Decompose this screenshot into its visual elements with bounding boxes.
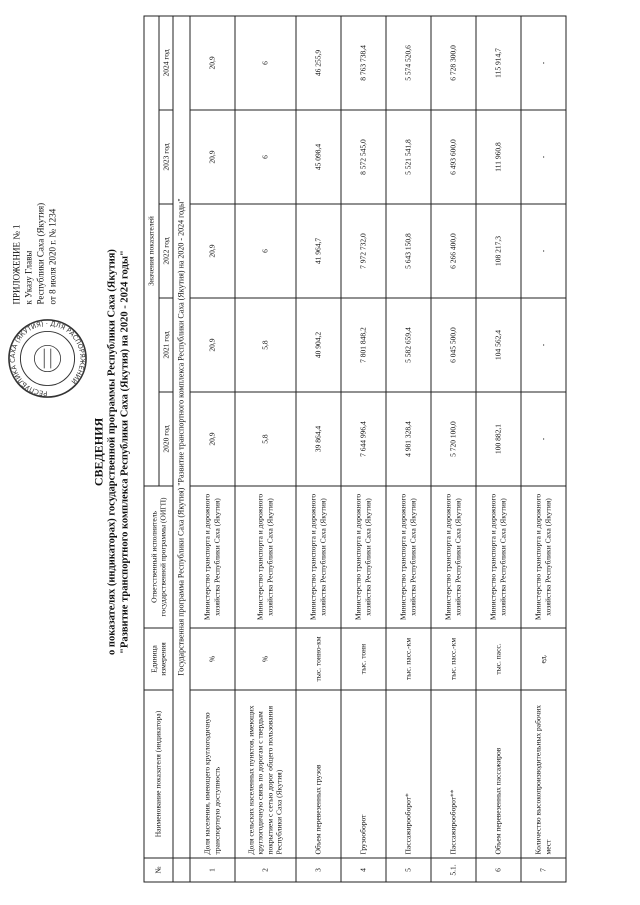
value-cell: 7 801 848,2 [341,298,386,392]
value-cell: 6 266 400,0 [431,204,476,298]
value-cell: 111 960,8 [476,110,521,204]
table-row [235,16,296,882]
value-cell: 6 045 500,0 [431,298,476,392]
value-cell: 20,9 [190,16,235,110]
value-cell: 5 574 520,6 [386,16,431,110]
unit-cell: тыс. тонно-км [296,628,341,690]
header-name: Наименование показателя (индикатора) [144,690,173,858]
unit-cell: тыс. тонн [341,628,386,690]
indicators-table [144,15,567,882]
value-cell: 5 720 100,0 [431,392,476,486]
program-title-cell: Государственная программа Республики Саха (Якутия) "Развитие транспортного комплекса Республики Саха (Якутия) на 2020 - 2024 годы" [173,16,190,858]
value-cell: 6 493 600,0 [431,110,476,204]
table-row [190,16,235,882]
table-row [386,16,431,882]
row-number: 7 [521,858,566,882]
value-cell: - [521,392,566,486]
value-cell: - [521,16,566,110]
value-cell: 46 255,9 [296,16,341,110]
header-year: 2021 год [159,298,174,392]
value-cell: 6 [235,16,296,110]
value-cell: 100 882,1 [476,392,521,486]
value-cell: 6 [235,204,296,298]
value-cell: 8 763 738,4 [341,16,386,110]
executor-cell: Министерство транспорта и дорожного хозяйства Республики Саха (Якутия) [341,486,386,628]
executor-cell: Министерство транспорта и дорожного хозяйства Республики Саха (Якутия) [190,486,235,628]
header-year: 2024 год [159,16,174,110]
value-cell: 5,8 [235,298,296,392]
indicator-name: Доля населения, имеющего круглогодичную транспортную доступность [190,690,235,858]
indicator-name: Объем перевезенных грузов [296,690,341,858]
unit-cell: тыс. пасс.-км [431,628,476,690]
table-row [431,16,476,882]
header-year: 2022 год [159,204,174,298]
row-number: 4 [341,858,386,882]
value-cell: 5 521 541,8 [386,110,431,204]
executor-cell: Министерство транспорта и дорожного хозяйства Республики Саха (Якутия) [296,486,341,628]
value-cell: 7 644 996,4 [341,392,386,486]
seal-text: РЕСПУБЛИКА САХА (ЯКУТИЯ) · ДЛЯ РАСПОРЯЖЕНИЙ [8,319,87,398]
unit-cell: % [190,628,235,690]
header-unit: Единица измерения [144,628,173,690]
row-number: 5.1. [431,858,476,882]
value-cell: 104 562,4 [476,298,521,392]
unit-cell: тыс. пасс. [476,628,521,690]
value-cell: 20,9 [190,392,235,486]
executor-cell: Министерство транспорта и дорожного хозяйства Республики Саха (Якутия) [521,486,566,628]
value-cell: - [521,204,566,298]
title-line-2: о показателях (индикаторах) государственной программы Республики Саха (Якутия) [106,249,118,655]
value-cell: 20,9 [190,110,235,204]
program-row [173,16,190,882]
value-cell: 20,9 [190,298,235,392]
value-cell: - [521,110,566,204]
row-number: 5 [386,858,431,882]
value-cell: 5 582 659,4 [386,298,431,392]
indicator-name: Объем перевезенных пассажиров [476,690,521,858]
appendix-line: Республики Саха (Якутия) [35,202,46,305]
row-number: 6 [476,858,521,882]
header-num: № [144,858,173,882]
value-cell: 45 098,4 [296,110,341,204]
row-number: 2 [235,858,296,882]
value-cell: - [521,298,566,392]
document-title [93,10,132,895]
row-number: 1 [190,858,235,882]
value-cell: 4 981 328,4 [386,392,431,486]
value-cell: 41 964,7 [296,204,341,298]
unit-cell: % [235,628,296,690]
table-row [521,16,566,882]
unit-cell: тыс. пасс.-км [386,628,431,690]
header-executor: Ответственный исполнитель государственной программы (ОИГП) [144,486,173,628]
program-cell-empty [173,858,190,882]
header-year: 2023 год [159,110,174,204]
executor-cell: Министерство транспорта и дорожного хозяйства Республики Саха (Якутия) [235,486,296,628]
header-values-group: Значения показателей [144,16,159,486]
appendix-block [11,5,59,305]
table-row [341,16,386,882]
title-line-3: "Развитие транспортного комплекса Республики Саха (Якутия) на 2020 - 2024 годы" [119,250,131,654]
indicator-name: Количество высокопроизводительных рабочих мест [521,690,566,858]
executor-cell: Министерство транспорта и дорожного хозяйства Республики Саха (Якутия) [431,486,476,628]
value-cell: 40 904,2 [296,298,341,392]
appendix-line: от 8 июля 2020 г. № 1234 [47,208,58,305]
header-year: 2020 год [159,392,174,486]
value-cell: 7 972 732,0 [341,204,386,298]
indicator-name: Пассажирооборот** [431,690,476,858]
unit-cell: ед. [521,628,566,690]
appendix-line: ПРИЛОЖЕНИЕ № 1 [11,224,22,305]
appendix-line: к Указу Главы [23,250,34,305]
row-number: 3 [296,858,341,882]
value-cell: 8 572 545,0 [341,110,386,204]
value-cell: 6 [235,110,296,204]
rotated-content [1,0,640,905]
executor-cell: Министерство транспорта и дорожного хозяйства Республики Саха (Якутия) [476,486,521,628]
indicator-name: Доля сельских населенных пунктов, имеющих круглогодичную связь по дорогам с твердым покрытием с сетью дорог общего пользования Республики Саха (Якутия) [235,690,296,858]
table-row [476,16,521,882]
value-cell: 108 217,3 [476,204,521,298]
value-cell: 6 728 300,0 [431,16,476,110]
value-cell: 115 914,7 [476,16,521,110]
value-cell: 5 643 150,8 [386,204,431,298]
executor-cell: Министерство транспорта и дорожного хозяйства Республики Саха (Якутия) [386,486,431,628]
value-cell: 5,8 [235,392,296,486]
title-line-1: СВЕДЕНИЯ [91,417,106,487]
official-seal-icon [7,318,89,400]
indicator-name: Грузооборот [341,690,386,858]
value-cell: 39 864,4 [296,392,341,486]
value-cell: 20,9 [190,204,235,298]
table-row [296,16,341,882]
indicator-name: Пассажирооборот* [386,690,431,858]
